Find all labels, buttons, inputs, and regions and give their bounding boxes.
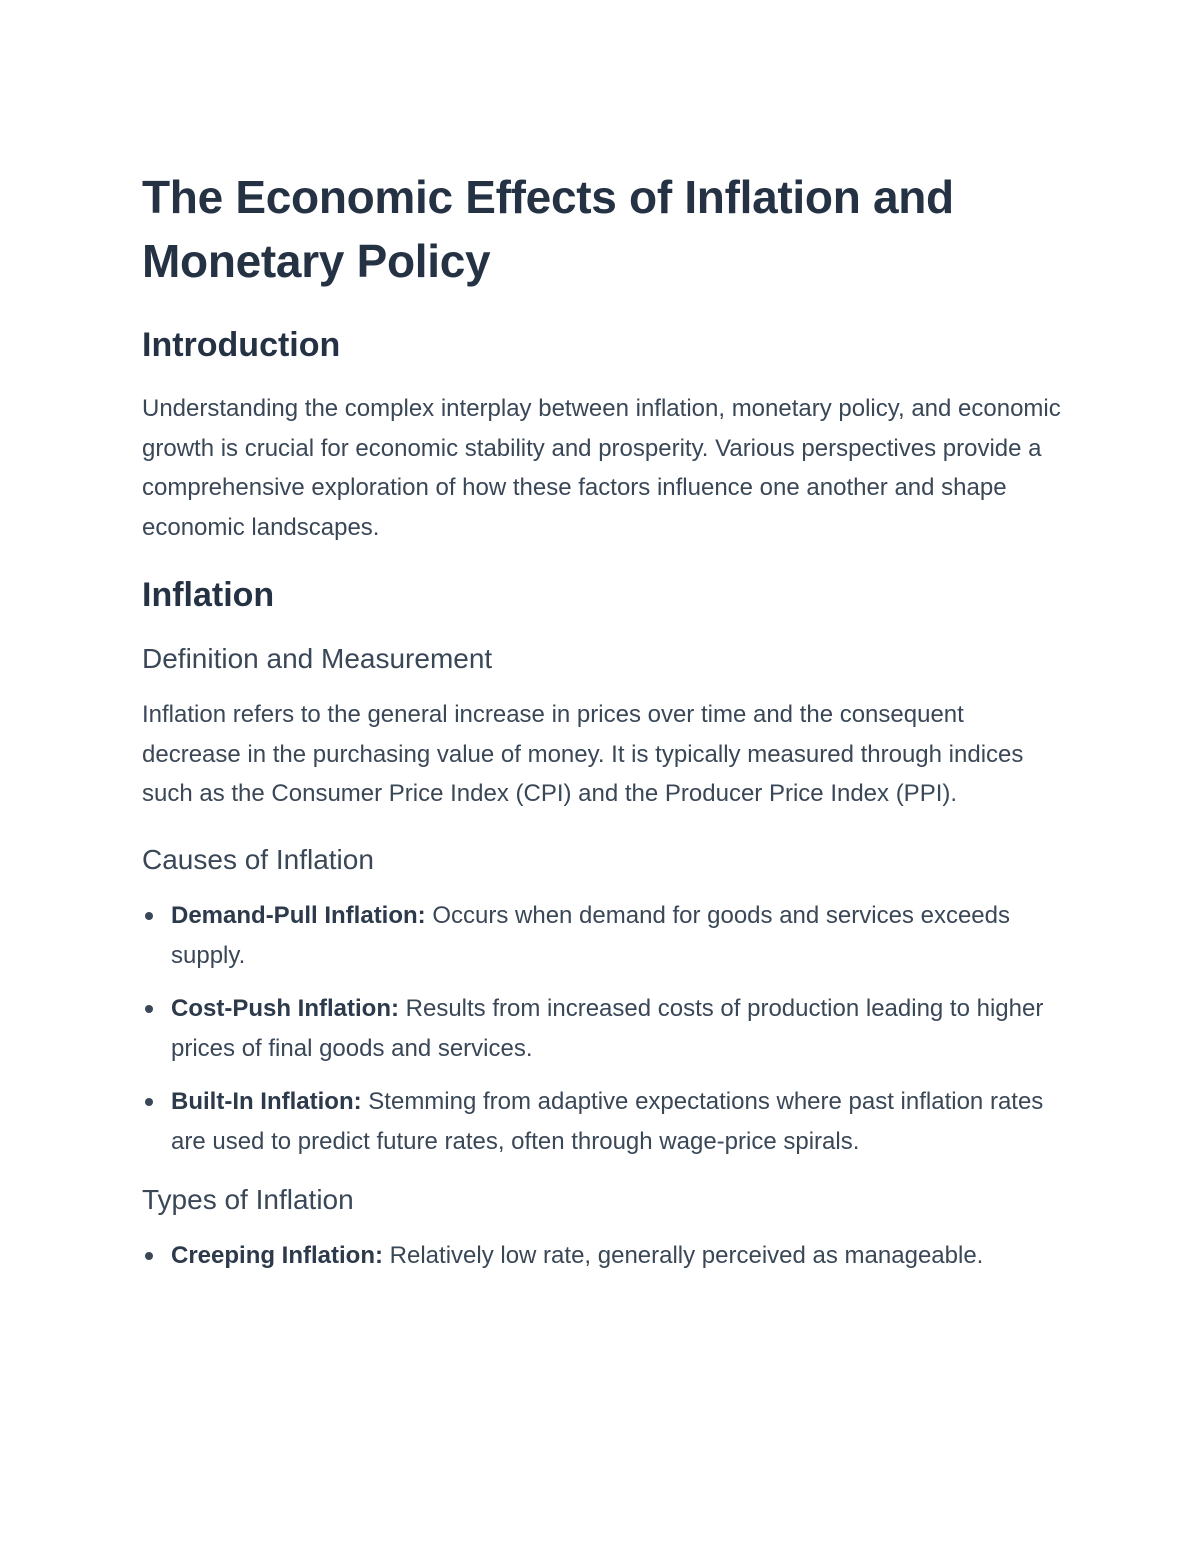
bullet-icon <box>145 912 153 920</box>
list-item-text: Occurs when demand for goods and services exceeds supply. <box>171 901 1010 969</box>
bullet-icon <box>145 1098 153 1106</box>
definition-heading: Definition and Measurement <box>142 643 493 674</box>
types-list <box>142 1236 1062 1276</box>
list-item <box>142 896 1062 976</box>
introduction-heading: Introduction <box>142 326 341 364</box>
list-item <box>142 989 1062 1069</box>
list-item-text: Relatively low rate, generally perceived as manageable. <box>383 1241 984 1269</box>
list-item-text: Stemming from adaptive expectations where past inflation rates are used to predict future rates, often through wage-price spirals. <box>171 1087 1044 1155</box>
definition-paragraph: Inflation refers to the general increase in prices over time and the consequent decrease in the purchasing value of money. It is typically measured through indices such as the Consumer Price Index (CPI) and the Producer Price Index (PPI). <box>142 701 1024 807</box>
list-item-term: Cost-Push Inflation: <box>171 994 399 1022</box>
causes-heading: Causes of Inflation <box>142 843 374 875</box>
document-title: The Economic Effects of Inflation and Monetary Policy <box>142 171 954 287</box>
list-item-term: Creeping Inflation: <box>171 1241 383 1269</box>
bullet-icon <box>145 1252 153 1260</box>
inflation-heading: Inflation <box>142 576 275 614</box>
document-page <box>142 165 1062 1294</box>
list-item <box>142 1236 1062 1276</box>
introduction-paragraph: Understanding the complex interplay between inflation, monetary policy, and economic growth is crucial for economic stability and prosperity. Various perspectives provide a comprehensive exploration of how these factors influence one another and shape economic landscapes. <box>142 395 1061 541</box>
types-heading: Types of Inflation <box>142 1183 354 1215</box>
causes-list <box>142 896 1062 1162</box>
list-item-term: Built-In Inflation: <box>171 1087 362 1115</box>
list-item-text: Results from increased costs of production leading to higher prices of final goods and services. <box>171 994 1044 1062</box>
list-item <box>142 1082 1062 1162</box>
bullet-icon <box>145 1005 153 1013</box>
list-item-term: Demand-Pull Inflation: <box>171 901 426 929</box>
